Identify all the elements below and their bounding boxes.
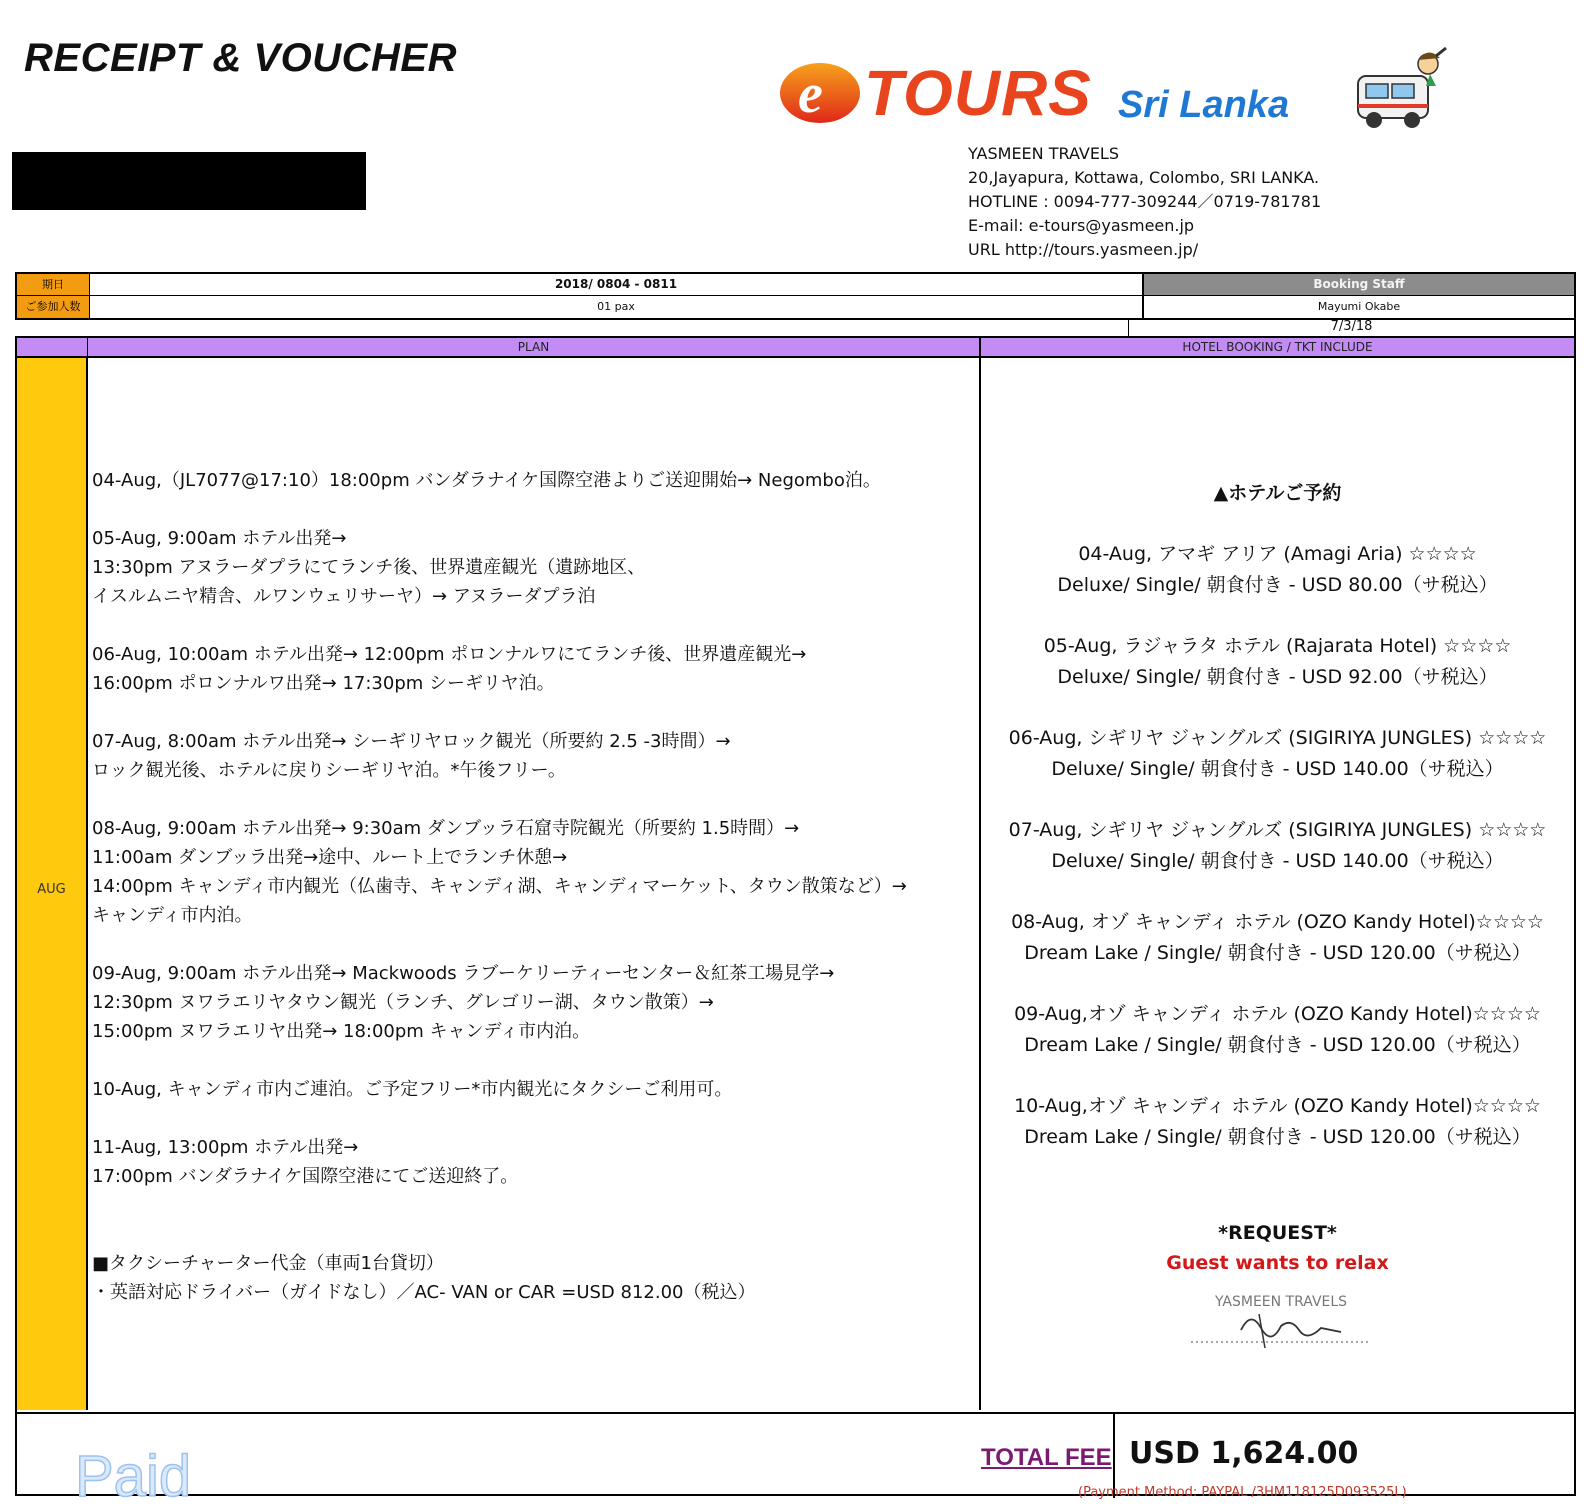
hotel-name: 07-Aug, シギリヤ ジャングルズ (SIGIRIYA JUNGLES) ☆☆☆☆ <box>1008 819 1547 841</box>
hotel-room: Deluxe/ Single/ 朝食付き - USD 140.00（サ税込） <box>1051 758 1504 780</box>
hotel-item <box>981 1091 1574 1153</box>
logo-e-mark-icon <box>778 58 862 128</box>
taxi-charter <box>92 1249 907 1307</box>
paid-stamp <box>73 1444 223 1504</box>
hotel-section-title: ▲ホテルご予約 <box>1213 482 1342 504</box>
hotel-room: Deluxe/ Single/ 朝食付き - USD 92.00（サ税込） <box>1057 666 1498 688</box>
plan-line: ■タクシーチャーター代金（車両1台貸切） <box>92 1253 444 1274</box>
month-header <box>17 338 88 358</box>
hotel-name: 08-Aug, オゾ キャンディ ホテル (OZO Kandy Hotel)☆☆☆☆ <box>1011 911 1544 933</box>
document-title: RECEIPT & VOUCHER <box>24 36 457 80</box>
booking-info-table <box>15 272 1576 320</box>
total-row <box>17 1412 1574 1504</box>
plan-line: 11-Aug, 13:00pm ホテル出発→ <box>92 1137 359 1158</box>
van-mascot-icon <box>1348 46 1448 136</box>
company-address: 20,Jayapura, Kottawa, Colombo, SRI LANKA. <box>968 168 1320 187</box>
request-label: *REQUEST* <box>1218 1222 1337 1244</box>
plan-day <box>92 640 907 698</box>
plan-line: 06-Aug, 10:00am ホテル出発→ 12:00pm ポロンナルワにてランチ後、世界遺産観光→ <box>92 644 807 665</box>
hotel-name: 05-Aug, ラジャラタ ホテル (Rajarata Hotel) ☆☆☆☆ <box>1043 635 1512 657</box>
plan-list <box>92 466 907 1336</box>
date-label: 期日 <box>17 274 90 295</box>
plan-line: 15:00pm ヌワラエリヤ出発→ 18:00pm キャンディ市内泊。 <box>92 1021 591 1042</box>
pax-row <box>17 296 1574 318</box>
hotel-item <box>981 723 1574 785</box>
plan-line: 13:30pm アヌラーダプラにてランチ後、世界遺産観光（遺跡地区、 <box>92 557 646 578</box>
hotel-item <box>981 539 1574 601</box>
pax-label: ご参加人数 <box>17 296 90 318</box>
plan-column <box>88 358 981 1410</box>
plan-day <box>92 524 907 611</box>
plan-day <box>92 1075 907 1104</box>
plan-day <box>92 959 907 1046</box>
paid-stamp-text: Paid <box>75 1444 192 1504</box>
plan-line: キャンディ市内泊。 <box>92 905 253 926</box>
hotel-name: 06-Aug, シギリヤ ジャングルズ (SIGIRIYA JUNGLES) ☆☆☆☆ <box>1008 727 1547 749</box>
payment-method: (Payment Method: PAYPAL /3HM118125D093525L) <box>1078 1485 1407 1500</box>
etours-logo <box>778 54 1438 142</box>
plan-day <box>92 466 907 495</box>
total-fee-value: USD 1,624.00 <box>1129 1436 1359 1471</box>
logo-subtitle: Sri Lanka <box>1118 84 1290 126</box>
plan-line: 05-Aug, 9:00am ホテル出発→ <box>92 528 347 549</box>
hotel-column <box>981 358 1574 1410</box>
hotel-item <box>981 907 1574 969</box>
hotel-item <box>981 999 1574 1061</box>
company-email: E-mail: e-tours@yasmeen.jp <box>968 216 1195 235</box>
company-url: URL http://tours.yasmeen.jp/ <box>968 240 1199 259</box>
redacted-block <box>12 152 366 210</box>
hotel-room: Deluxe/ Single/ 朝食付き - USD 140.00（サ税込） <box>1051 850 1504 872</box>
plan-line: 14:00pm キャンディ市内観光（仏歯寺、キャンディ湖、キャンディマーケット、タウン散策など）→ <box>92 876 907 897</box>
itinerary-table <box>15 336 1576 1504</box>
month-column <box>17 358 88 1410</box>
pax-value: 01 pax <box>90 296 1144 318</box>
issue-date: 7/3/18 <box>1128 318 1576 336</box>
plan-line: 11:00am ダンブッラ出発→途中、ルート上でランチ休憩→ <box>92 847 568 868</box>
booking-staff-name: Mayumi Okabe <box>1317 300 1401 313</box>
stamp-text: YASMEEN TRAVELS <box>1214 1294 1348 1310</box>
plan-line: 17:00pm バンダラナイケ国際空港にてご送迎終了。 <box>92 1166 519 1187</box>
plan-day <box>92 814 907 930</box>
hotel-room: Dream Lake / Single/ 朝食付き - USD 120.00（サ税込） <box>1024 942 1531 964</box>
plan-line: ロック観光後、ホテルに戻りシーギリヤ泊。*午後フリー。 <box>92 760 566 781</box>
company-name: YASMEEN TRAVELS <box>968 144 1119 163</box>
hotel-room: Deluxe/ Single/ 朝食付き - USD 80.00（サ税込） <box>1057 574 1498 596</box>
plan-line: ・英語対応ドライバー（ガイドなし）／AC- VAN or CAR =USD 812.00（税込） <box>92 1282 756 1303</box>
plan-line: イスルムニヤ精舎、ルワンウェリサーヤ）→ アヌラーダプラ泊 <box>92 586 596 607</box>
plan-day <box>92 727 907 785</box>
hotel-room: Dream Lake / Single/ 朝食付き - USD 120.00（サ税込） <box>1024 1126 1531 1148</box>
hotel-list <box>981 478 1574 1183</box>
plan-line: 10-Aug, キャンディ市内ご連泊。ご予定フリー*市内観光にタクシーご利用可。 <box>92 1079 733 1100</box>
hotel-room: Dream Lake / Single/ 朝食付き - USD 120.00（サ税込） <box>1024 1034 1531 1056</box>
request-text: Guest wants to relax <box>1166 1252 1389 1274</box>
hotel-item <box>981 815 1574 877</box>
svg-text:e: e <box>798 63 823 125</box>
plan-line: 07-Aug, 8:00am ホテル出発→ シーギリヤロック観光（所要約 2.5 -3時間）→ <box>92 731 731 752</box>
plan-line: 09-Aug, 9:00am ホテル出発→ Mackwoods ラブーケリーティーセンター＆紅茶工場見学→ <box>92 963 835 984</box>
hotel-name: 10-Aug,オゾ キャンディ ホテル (OZO Kandy Hotel)☆☆☆☆ <box>1014 1095 1541 1117</box>
logo-wordmark: TOURS <box>864 57 1092 129</box>
signature-stamp <box>1181 1290 1381 1360</box>
request-box <box>981 1218 1574 1278</box>
date-value: 2018/ 0804 - 0811 <box>90 274 1144 295</box>
plan-line: 12:30pm ヌワラエリヤタウン観光（ランチ、グレゴリー湖、タウン散策）→ <box>92 992 714 1013</box>
hotel-item <box>981 631 1574 693</box>
total-fee-label: TOTAL FEE <box>981 1444 1112 1471</box>
plan-line: 08-Aug, 9:00am ホテル出発→ 9:30am ダンブッラ石窟寺院観光（所要約 1.5時間）→ <box>92 818 800 839</box>
hotel-header: HOTEL BOOKING / TKT INCLUDE <box>981 338 1574 358</box>
hotel-name: 09-Aug,オゾ キャンディ ホテル (OZO Kandy Hotel)☆☆☆☆ <box>1014 1003 1541 1025</box>
company-hotline: HOTLINE : 0094-777-309244／0719-781781 <box>968 192 1322 211</box>
hotel-name: 04-Aug, アマギ アリア (Amagi Aria) ☆☆☆☆ <box>1078 543 1477 565</box>
plan-line: 04-Aug,（JL7077@17:10）18:00pm バンダラナイケ国際空港よりご送迎開始→ Negombo泊。 <box>92 470 881 491</box>
plan-day <box>92 1133 907 1191</box>
month-label: AUG <box>37 882 66 897</box>
company-info <box>968 142 1321 262</box>
plan-header: PLAN <box>88 338 981 358</box>
booking-staff-label: Booking Staff <box>1144 274 1574 295</box>
plan-line: 16:00pm ポロンナルワ出発→ 17:30pm シーギリヤ泊。 <box>92 673 555 694</box>
date-row <box>17 274 1574 296</box>
